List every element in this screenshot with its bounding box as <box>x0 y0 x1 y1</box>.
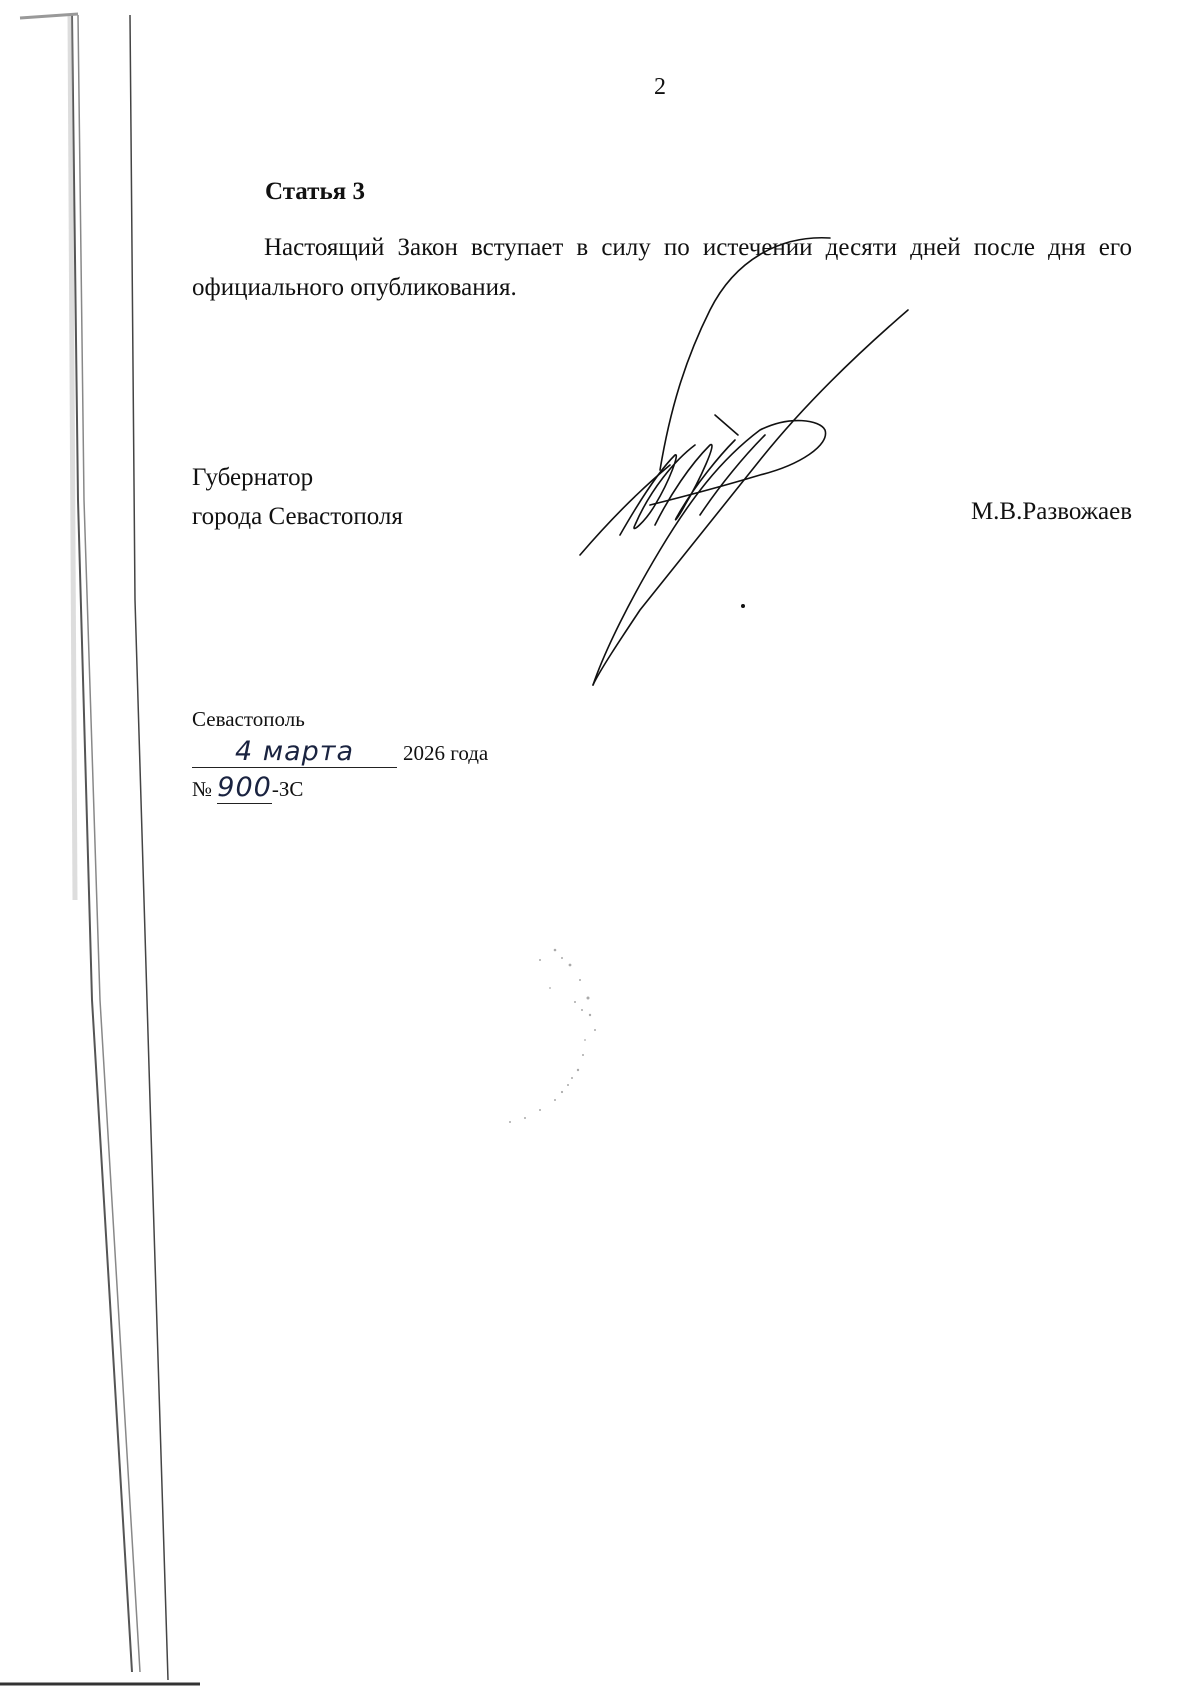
issue-city: Севастополь <box>192 707 305 731</box>
faint-stamp-residue <box>470 940 630 1170</box>
scan-binding-edge <box>0 0 200 1687</box>
handwritten-number: 900 <box>217 772 272 803</box>
date-handwritten-field <box>192 736 397 768</box>
signer-name: М.В.Развожаев <box>970 498 1132 525</box>
page-number: 2 <box>654 74 666 100</box>
position-line-2: города Севастополя <box>192 503 403 530</box>
signer-position <box>192 458 403 536</box>
number-sign: № <box>192 777 213 801</box>
position-line-1: Губернатор <box>192 464 314 491</box>
handwritten-date: 4 марта <box>234 736 355 767</box>
article-heading: Статья 3 <box>265 178 365 205</box>
law-number <box>192 772 303 803</box>
number-suffix: -ЗС <box>271 777 304 801</box>
issue-date <box>192 736 488 768</box>
handwritten-signature <box>560 230 920 700</box>
article-text: Настоящий Закон вступает в силу по истечении десяти дней после дня его официального опубликования. <box>192 234 1132 301</box>
issue-year: 2026 года <box>403 741 489 765</box>
